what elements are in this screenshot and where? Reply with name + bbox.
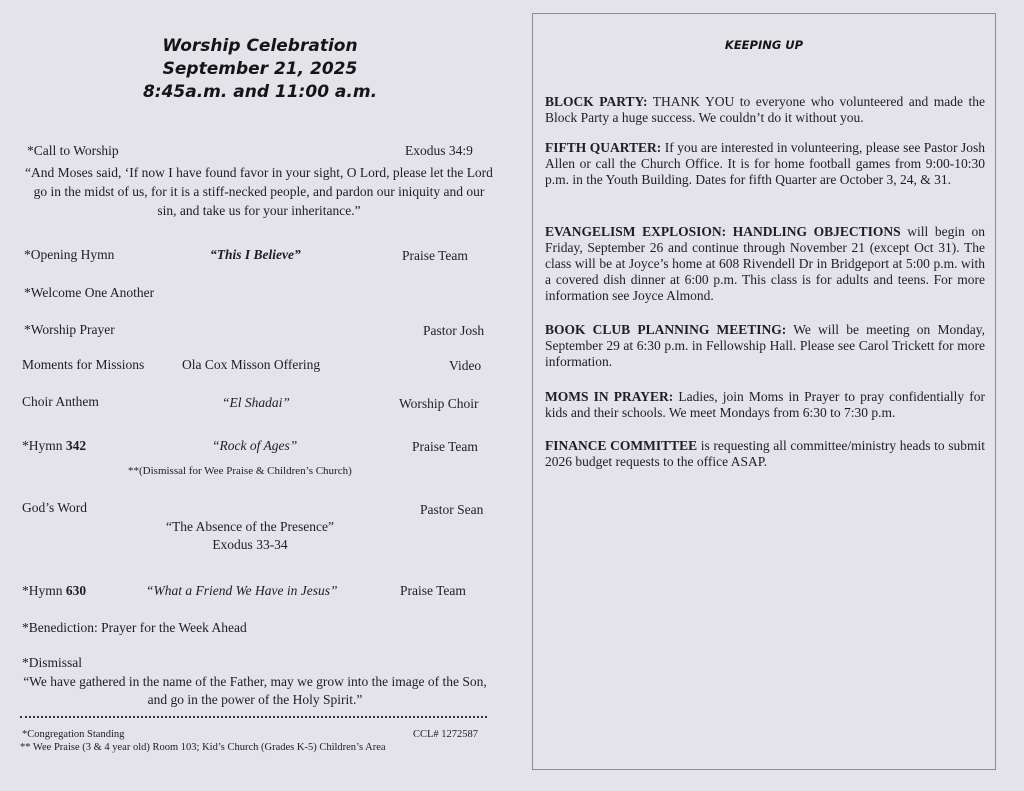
announcement-fifth-quarter [545,140,985,188]
congregation-standing-note: *Congregation Standing [22,729,125,740]
opening-hymn-title: “This I Believe” [210,247,301,262]
call-to-worship-reference: Exodus 34:9 [405,143,473,158]
anthem-title: “El Shadai” [222,395,290,410]
call-to-worship-label: *Call to Worship [27,143,119,158]
hymn-342-dismissal-note: **(Dismissal for Wee Praise & Children’s Church) [128,465,352,477]
worship-prayer-leader: Pastor Josh [423,323,485,338]
announcement-body: If you are interested in volunteering, please see Pastor Josh Allen or call the Church Office. It is for home football games from 9:00-10:30 p.m. in the Youth Building. Dates for fifth Quarter are October 3, 24, & 31. [545,140,986,187]
announcement-body: will begin on Friday, September 26 and continue through November 21 (except Oct 31). The class will be at Joyce’s home at 608 Rivendell Dr in Bridgeport at 5:00 p.m. with a covered dish dinner at 6:00 p.m. This class is for adults and teens. For more information see Joyce Almond. [545,224,985,303]
worship-prayer-label: *Worship Prayer [24,322,115,337]
ccli-number: CCL# 1272587 [413,729,479,740]
announcement-heading: FINANCE COMMITTEE [545,438,698,453]
announcement-heading: BOOK CLUB PLANNING MEETING: [545,322,787,337]
announcement-body: is requesting all committee/ministry heads to submit 2026 budget requests to the office ASAP. [545,438,985,469]
missions-label: Moments for Missions [22,357,145,372]
dotted-divider [20,716,487,718]
hymn-342-title: “Rock of Ages” [212,438,298,453]
missions-leader: Video [449,358,482,373]
hymn-342-number: 342 [65,438,87,453]
dismissal-label: *Dismissal [22,655,83,670]
anthem-label: Choir Anthem [22,394,99,409]
keeping-up-panel [532,13,996,770]
announcement-finance-committee [545,438,985,470]
missions-title: Ola Cox Misson Offering [182,357,321,372]
welcome-label: *Welcome One Another [24,285,155,300]
hymn-630-leader: Praise Team [400,583,466,598]
announcement-heading: BLOCK PARTY: [545,94,648,109]
service-date: September 21, 2025 [162,59,358,79]
hymn-342-label [22,438,86,454]
hymn-630-number: 630 [65,583,87,598]
hymn-630-title: “What a Friend We Have in Jesus” [146,583,338,598]
benediction-label: *Benediction: Prayer for the Week Ahead [22,620,247,635]
announcement-heading: EVANGELISM EXPLOSION: HANDLING OBJECTIONS [545,224,901,239]
hymn-342-prefix: *Hymn [22,438,63,453]
announcement-book-club [545,322,985,370]
dismissal-text: “We have gathered in the name of the Father, may we grow into the image of the Son, and go in the power of the Holy Spirit.” [23,674,487,707]
announcement-body: THANK YOU to everyone who volunteered and made the Block Party a huge success. We couldn’t do it without you. [545,94,985,125]
hymn-342-leader: Praise Team [412,439,478,454]
sermon-title: “The Absence of the Presence” [166,519,334,534]
opening-hymn-leader: Praise Team [402,248,468,263]
childrens-area-note: ** Wee Praise (3 & 4 year old) Room 103; Kid’s Church (Grades K-5) Children’s Area [20,742,386,753]
gods-word-label: God’s Word [22,500,88,515]
announcement-heading: MOMS IN PRAYER: [545,389,674,404]
announcement-moms-in-prayer [545,389,985,421]
keeping-up-title: KEEPING UP [724,38,804,52]
announcement-heading: FIFTH QUARTER: [545,140,662,155]
hymn-630-label [22,583,86,599]
announcement-body: We will be meeting on Monday, September 29 at 6:30 p.m. in Fellowship Hall. Please see Carol Trickett for more information. [545,322,985,369]
sermon-scripture: Exodus 33-34 [212,537,288,552]
announcement-evangelism-explosion [545,224,985,304]
bulletin-title: Worship Celebration [162,36,358,56]
announcement-block-party [545,94,985,126]
announcement-body: Ladies, join Moms in Prayer to pray confidentially for kids and their schools. We meet Mondays from 6:30 to 7:30 p.m. [545,389,985,420]
hymn-630-prefix: *Hymn [22,583,63,598]
gods-word-leader: Pastor Sean [420,502,484,517]
anthem-leader: Worship Choir [399,396,479,411]
opening-hymn-label: *Opening Hymn [24,247,115,262]
service-times: 8:45a.m. and 11:00 a.m. [142,82,378,102]
call-to-worship-text: “And Moses said, ‘If now I have found favor in your sight, O Lord, please let the Lord go in the midst of us, for it is a stiff-necked people, and pardon our iniquity and our sin, and take us for your inheritance.” [25,165,493,218]
